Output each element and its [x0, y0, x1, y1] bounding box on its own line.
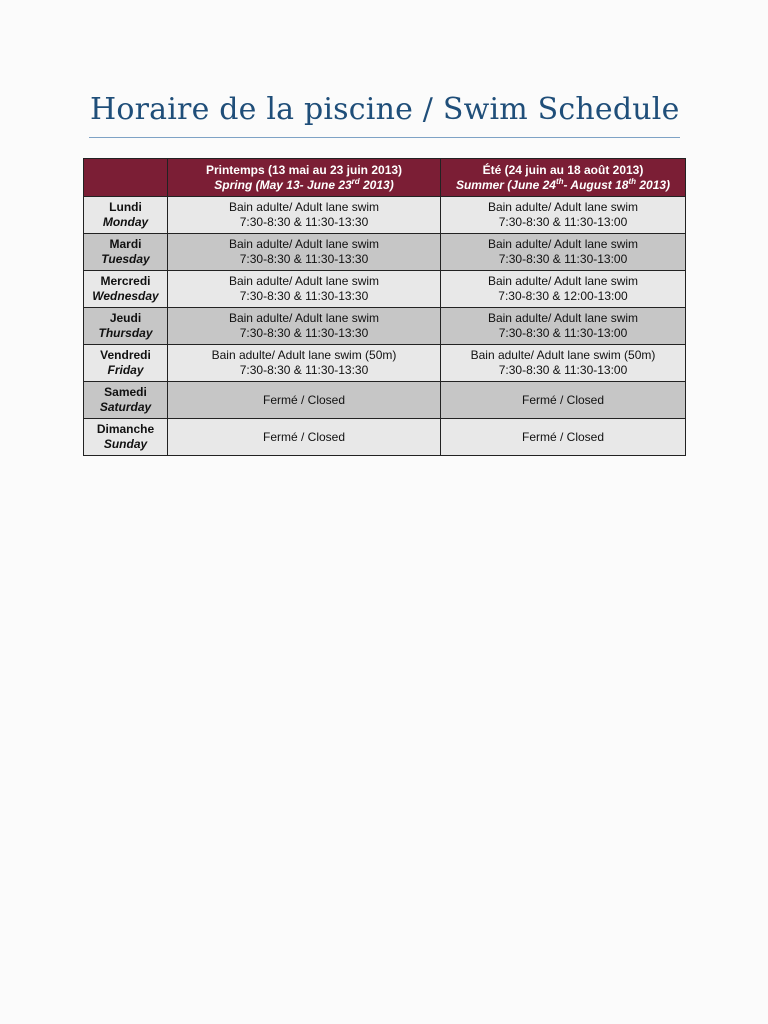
header-row: [84, 159, 686, 197]
table-row: [84, 308, 686, 345]
session-label: Bain adulte/ Adult lane swim: [228, 274, 380, 288]
summer-cell: [441, 197, 686, 234]
session-hours: 7:30-8:30 & 11:30-13:30: [239, 252, 369, 266]
table-row: [84, 197, 686, 234]
session-label: Fermé / Closed: [262, 392, 346, 407]
page-title: Horaire de la piscine / Swim Schedule: [90, 92, 680, 127]
summer-cell: [441, 345, 686, 382]
session-label: Bain adulte/ Adult lane swim: [228, 200, 380, 214]
day-cell: [84, 197, 168, 234]
session-label: Bain adulte/ Adult lane swim: [487, 237, 639, 251]
header-summer-fr: Été (24 juin au 18 août 2013): [482, 162, 644, 177]
header-spring: [168, 159, 441, 197]
session-label: Fermé / Closed: [521, 429, 605, 444]
session-hours: 7:30-8:30 & 11:30-13:00: [498, 252, 628, 266]
day-name-fr: Dimanche: [96, 422, 155, 436]
session-hours: 7:30-8:30 & 11:30-13:00: [498, 326, 628, 340]
session-hours: 7:30-8:30 & 11:30-13:30: [239, 289, 369, 303]
day-name-en: Tuesday: [101, 252, 150, 266]
day-cell: [84, 382, 168, 419]
header-day-cell: [84, 159, 168, 197]
session-hours: 7:30-8:30 & 11:30-13:30: [239, 326, 369, 340]
spring-cell: [168, 271, 441, 308]
spring-cell: [168, 197, 441, 234]
day-name-fr: Mercredi: [100, 274, 151, 288]
session-hours: 7:30-8:30 & 11:30-13:00: [498, 215, 628, 229]
session-label: Bain adulte/ Adult lane swim: [228, 237, 380, 251]
table-row: [84, 271, 686, 308]
session-label: Bain adulte/ Adult lane swim: [228, 311, 380, 325]
day-name-en: Friday: [107, 363, 144, 377]
day-cell: [84, 234, 168, 271]
session-hours: 7:30-8:30 & 11:30-13:30: [239, 363, 369, 377]
header-spring-en: Spring (May 13- June 23rd 2013): [214, 176, 394, 192]
day-name-en: Monday: [102, 215, 149, 229]
day-name-fr: Samedi: [104, 385, 147, 399]
day-name-en: Wednesday: [92, 289, 159, 303]
spring-cell: [168, 234, 441, 271]
summer-cell: [441, 419, 686, 456]
spring-cell: [168, 382, 441, 419]
summer-cell: [441, 308, 686, 345]
day-name-fr: Jeudi: [109, 311, 142, 325]
session-label: Fermé / Closed: [521, 392, 605, 407]
day-name-en: Sunday: [103, 437, 148, 451]
table-row: [84, 419, 686, 456]
session-label: Bain adulte/ Adult lane swim: [487, 274, 639, 288]
summer-cell: [441, 234, 686, 271]
session-label: Bain adulte/ Adult lane swim: [487, 311, 639, 325]
header-summer-en: Summer (June 24th- August 18th 2013): [455, 176, 671, 192]
session-hours: 7:30-8:30 & 12:00-13:00: [498, 289, 628, 303]
swim-schedule-table: [83, 158, 686, 456]
session-hours: 7:30-8:30 & 11:30-13:00: [498, 363, 628, 377]
table-row: [84, 345, 686, 382]
day-name-fr: Vendredi: [100, 348, 151, 362]
session-label: Bain adulte/ Adult lane swim: [487, 200, 639, 214]
day-cell: [84, 308, 168, 345]
session-hours: 7:30-8:30 & 11:30-13:30: [239, 215, 369, 229]
title-underline: [89, 137, 680, 138]
day-name-en: Saturday: [99, 400, 152, 414]
table-row: [84, 234, 686, 271]
spring-cell: [168, 308, 441, 345]
header-summer: [441, 159, 686, 197]
header-spring-fr: Printemps (13 mai au 23 juin 2013): [205, 162, 403, 177]
session-label: Fermé / Closed: [262, 429, 346, 444]
day-cell: [84, 345, 168, 382]
summer-cell: [441, 271, 686, 308]
day-name-fr: Lundi: [109, 200, 142, 214]
session-label: Bain adulte/ Adult lane swim (50m): [211, 348, 397, 362]
spring-cell: [168, 419, 441, 456]
day-name-fr: Mardi: [109, 237, 142, 251]
summer-cell: [441, 382, 686, 419]
spring-cell: [168, 345, 441, 382]
session-label: Bain adulte/ Adult lane swim (50m): [470, 348, 656, 362]
day-name-en: Thursday: [98, 326, 153, 340]
day-cell: [84, 419, 168, 456]
table-row: [84, 382, 686, 419]
day-cell: [84, 271, 168, 308]
